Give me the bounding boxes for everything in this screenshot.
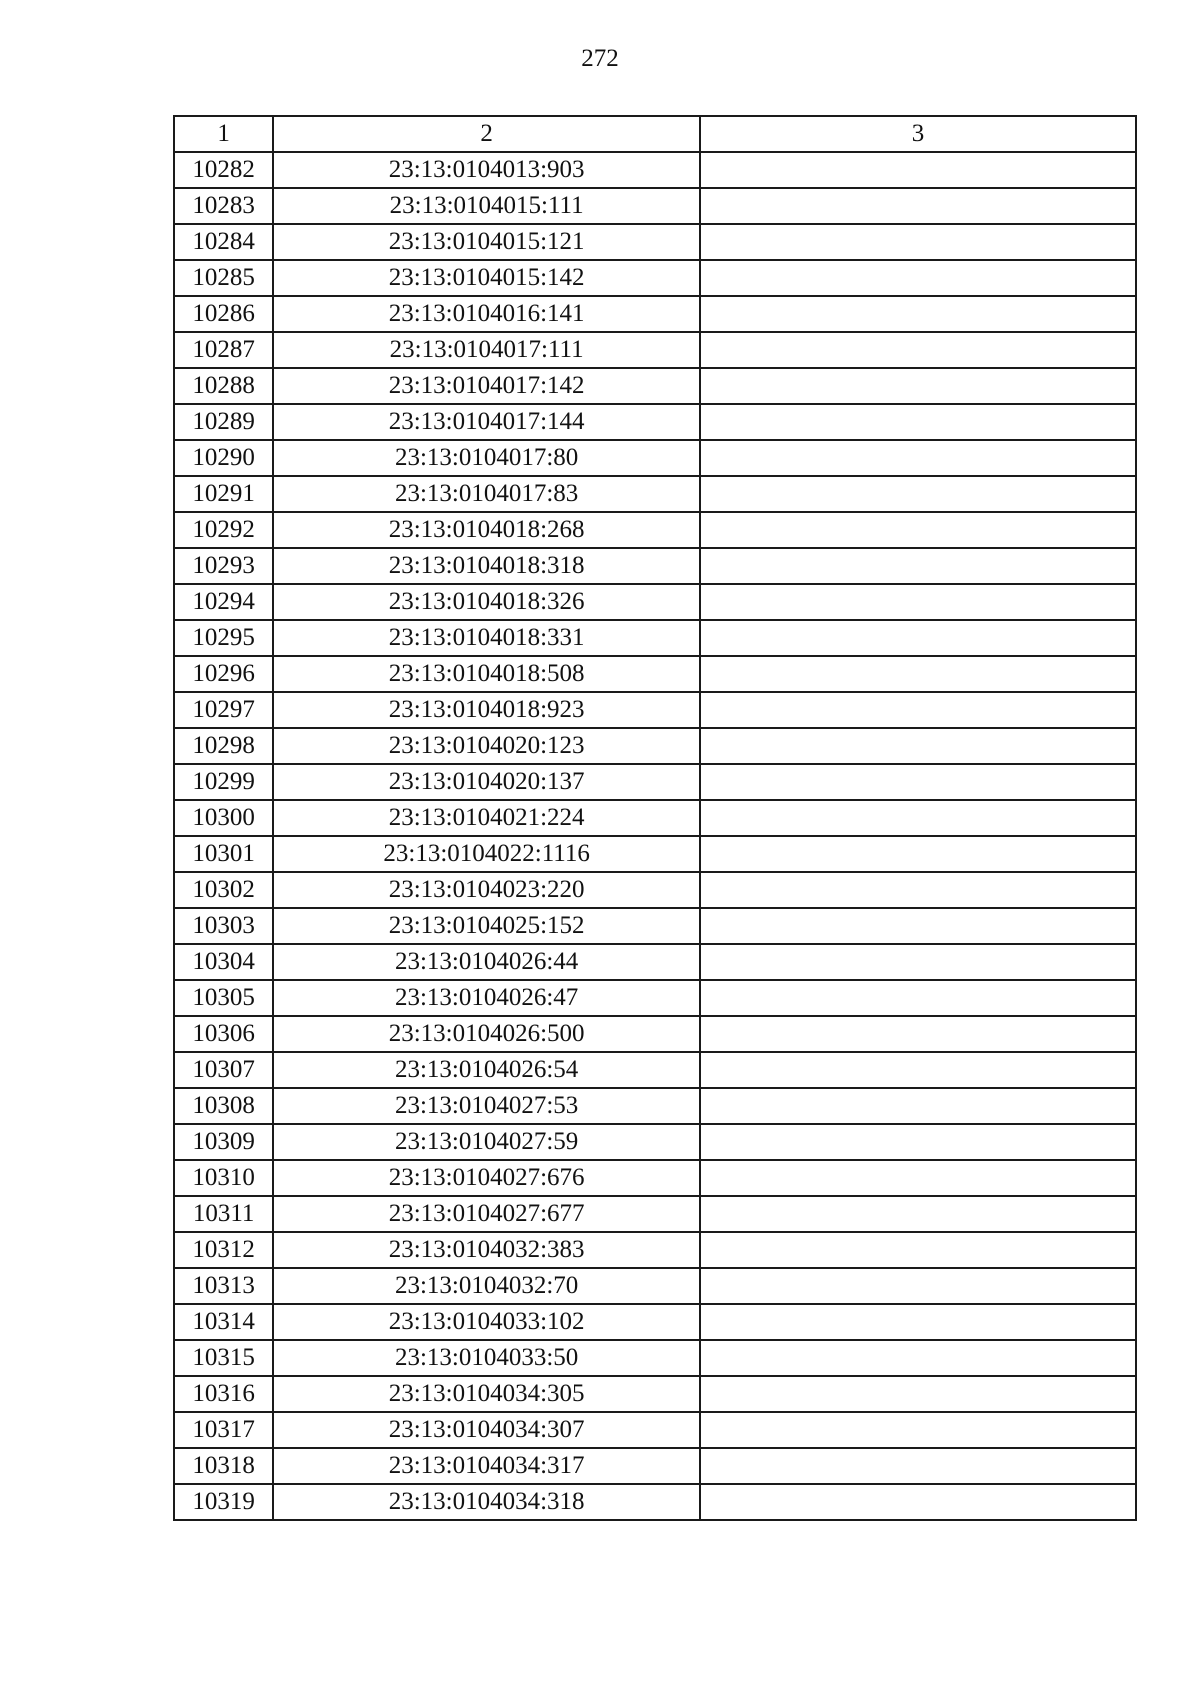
cadastral-number-cell: 23:13:0104023:220 [273,872,700,908]
row-number-cell: 10317 [174,1412,273,1448]
row-number-cell: 10319 [174,1484,273,1520]
notes-cell [700,1484,1136,1520]
notes-cell [700,1196,1136,1232]
page-number: 272 [581,45,619,72]
table-row [174,512,1136,548]
cadastral-number-cell: 23:13:0104017:111 [273,332,700,368]
table-row [174,224,1136,260]
notes-cell [700,800,1136,836]
row-number-cell: 10312 [174,1232,273,1268]
cadastral-number-cell: 23:13:0104015:121 [273,224,700,260]
notes-cell [700,1160,1136,1196]
cadastral-number-cell: 23:13:0104034:305 [273,1376,700,1412]
header-cell-col-2: 2 [273,116,700,152]
notes-cell [700,1412,1136,1448]
notes-cell [700,296,1136,332]
cadastral-number-cell: 23:13:0104026:47 [273,980,700,1016]
cadastral-number-cell: 23:13:0104026:44 [273,944,700,980]
cadastral-number-cell: 23:13:0104032:70 [273,1268,700,1304]
row-number-cell: 10310 [174,1160,273,1196]
cadastral-number-cell: 23:13:0104021:224 [273,800,700,836]
cadastral-number-cell: 23:13:0104018:923 [273,692,700,728]
table-row [174,404,1136,440]
table-row [174,1412,1136,1448]
notes-cell [700,332,1136,368]
notes-cell [700,908,1136,944]
cadastral-number-cell: 23:13:0104034:307 [273,1412,700,1448]
row-number-cell: 10289 [174,404,273,440]
table-row [174,188,1136,224]
table-row [174,152,1136,188]
cadastral-number-cell: 23:13:0104027:677 [273,1196,700,1232]
notes-cell [700,1088,1136,1124]
table-row [174,1124,1136,1160]
notes-cell [700,476,1136,512]
table-row [174,1052,1136,1088]
table-row [174,656,1136,692]
notes-cell [700,620,1136,656]
cadastral-number-cell: 23:13:0104018:508 [273,656,700,692]
row-number-cell: 10292 [174,512,273,548]
cadastral-number-cell: 23:13:0104034:317 [273,1448,700,1484]
row-number-cell: 10302 [174,872,273,908]
cadastral-number-cell: 23:13:0104020:137 [273,764,700,800]
table-row [174,1232,1136,1268]
table-row [174,440,1136,476]
row-number-cell: 10311 [174,1196,273,1232]
row-number-cell: 10309 [174,1124,273,1160]
cadastral-number-cell: 23:13:0104027:53 [273,1088,700,1124]
table-row [174,980,1136,1016]
cadastral-number-cell: 23:13:0104020:123 [273,728,700,764]
cadastral-number-cell: 23:13:0104017:142 [273,368,700,404]
table-row [174,476,1136,512]
table-row [174,944,1136,980]
row-number-cell: 10301 [174,836,273,872]
table-row [174,1304,1136,1340]
notes-cell [700,656,1136,692]
cadastral-number-cell: 23:13:0104032:383 [273,1232,700,1268]
row-number-cell: 10308 [174,1088,273,1124]
notes-cell [700,1268,1136,1304]
cadastral-number-cell: 23:13:0104027:59 [273,1124,700,1160]
header-cell-col-3: 3 [700,116,1136,152]
cadastral-number-cell: 23:13:0104018:331 [273,620,700,656]
notes-cell [700,764,1136,800]
row-number-cell: 10303 [174,908,273,944]
row-number-cell: 10314 [174,1304,273,1340]
cadastral-number-cell: 23:13:0104033:50 [273,1340,700,1376]
table-header-row [174,116,1136,152]
table-row [174,800,1136,836]
table-row [174,260,1136,296]
notes-cell [700,440,1136,476]
notes-cell [700,1340,1136,1376]
notes-cell [700,152,1136,188]
notes-cell [700,512,1136,548]
table-row [174,1196,1136,1232]
row-number-cell: 10293 [174,548,273,584]
notes-cell [700,1016,1136,1052]
notes-cell [700,1232,1136,1268]
cadastral-number-cell: 23:13:0104015:111 [273,188,700,224]
row-number-cell: 10297 [174,692,273,728]
cadastral-number-cell: 23:13:0104018:268 [273,512,700,548]
row-number-cell: 10296 [174,656,273,692]
row-number-cell: 10313 [174,1268,273,1304]
notes-cell [700,1052,1136,1088]
cadastral-number-cell: 23:13:0104022:1116 [273,836,700,872]
cadastral-number-cell: 23:13:0104018:326 [273,584,700,620]
row-number-cell: 10294 [174,584,273,620]
table-row [174,1088,1136,1124]
table-row [174,908,1136,944]
notes-cell [700,404,1136,440]
cadastral-number-cell: 23:13:0104026:500 [273,1016,700,1052]
notes-cell [700,1124,1136,1160]
table-row [174,1448,1136,1484]
table-row [174,1016,1136,1052]
row-number-cell: 10316 [174,1376,273,1412]
table-row [174,620,1136,656]
row-number-cell: 10298 [174,728,273,764]
table-row [174,764,1136,800]
cadastral-number-cell: 23:13:0104033:102 [273,1304,700,1340]
table-row [174,872,1136,908]
table-row [174,584,1136,620]
notes-cell [700,692,1136,728]
notes-cell [700,1448,1136,1484]
table-row [174,368,1136,404]
cadastral-number-cell: 23:13:0104018:318 [273,548,700,584]
table-body [174,116,1136,1520]
notes-cell [700,836,1136,872]
table-row [174,1268,1136,1304]
cadastral-number-cell: 23:13:0104025:152 [273,908,700,944]
cadastral-number-cell: 23:13:0104034:318 [273,1484,700,1520]
cadastral-number-cell: 23:13:0104017:83 [273,476,700,512]
notes-cell [700,980,1136,1016]
table-row [174,1484,1136,1520]
row-number-cell: 10284 [174,224,273,260]
cadastral-number-cell: 23:13:0104017:144 [273,404,700,440]
row-number-cell: 10318 [174,1448,273,1484]
table-row [174,332,1136,368]
row-number-cell: 10283 [174,188,273,224]
row-number-cell: 10315 [174,1340,273,1376]
notes-cell [700,548,1136,584]
row-number-cell: 10288 [174,368,273,404]
row-number-cell: 10287 [174,332,273,368]
cadastral-number-cell: 23:13:0104017:80 [273,440,700,476]
cadastral-number-cell: 23:13:0104016:141 [273,296,700,332]
table-row [174,296,1136,332]
notes-cell [700,944,1136,980]
table-row [174,1340,1136,1376]
notes-cell [700,368,1136,404]
table-row [174,836,1136,872]
row-number-cell: 10282 [174,152,273,188]
row-number-cell: 10285 [174,260,273,296]
row-number-cell: 10295 [174,620,273,656]
notes-cell [700,1376,1136,1412]
table-row [174,548,1136,584]
table-row [174,692,1136,728]
cadastral-number-cell: 23:13:0104013:903 [273,152,700,188]
row-number-cell: 10306 [174,1016,273,1052]
notes-cell [700,872,1136,908]
row-number-cell: 10305 [174,980,273,1016]
header-cell-col-1: 1 [174,116,273,152]
row-number-cell: 10290 [174,440,273,476]
row-number-cell: 10304 [174,944,273,980]
cadastral-number-cell: 23:13:0104027:676 [273,1160,700,1196]
row-number-cell: 10291 [174,476,273,512]
row-number-cell: 10307 [174,1052,273,1088]
notes-cell [700,188,1136,224]
notes-cell [700,224,1136,260]
table-row [174,1160,1136,1196]
table-row [174,1376,1136,1412]
row-number-cell: 10299 [174,764,273,800]
cadastral-table [173,115,1137,1521]
notes-cell [700,260,1136,296]
notes-cell [700,728,1136,764]
cadastral-number-cell: 23:13:0104026:54 [273,1052,700,1088]
row-number-cell: 10286 [174,296,273,332]
table-row [174,728,1136,764]
row-number-cell: 10300 [174,800,273,836]
notes-cell [700,1304,1136,1340]
notes-cell [700,584,1136,620]
cadastral-number-cell: 23:13:0104015:142 [273,260,700,296]
